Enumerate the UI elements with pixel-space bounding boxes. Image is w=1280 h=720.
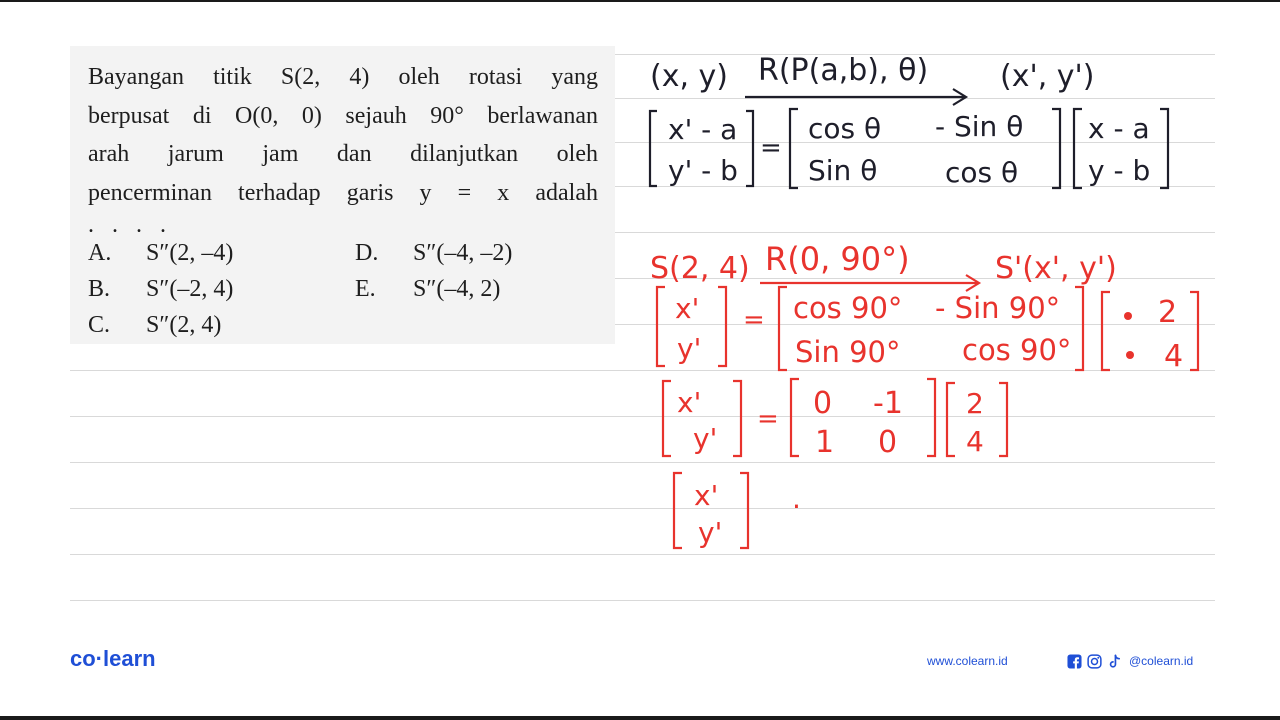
hw-rotation-90: R(0, 90°) [765, 240, 910, 278]
hw-entry: - Sin 90° [935, 291, 1061, 325]
social-bar [1067, 651, 1193, 671]
colearn-logo: co·learn [70, 646, 156, 671]
hw-entry: 0 [878, 425, 898, 460]
hw-scribble [1124, 312, 1132, 320]
hw-dot: . [792, 482, 801, 515]
tiktok-icon[interactable] [1107, 654, 1122, 669]
hw-entry: x - a [1088, 112, 1150, 145]
social-handle[interactable]: @colearn.id [1129, 654, 1194, 668]
hw-entry: x' [677, 386, 702, 419]
facebook-icon[interactable] [1067, 654, 1082, 669]
hw-bracket [790, 109, 798, 188]
hw-bracket [1190, 292, 1198, 370]
hw-bracket [718, 287, 726, 366]
hw-entry: 2 [966, 387, 984, 420]
option-label: A. [88, 240, 112, 266]
question-ellipsis: . . . . [88, 212, 172, 238]
hw-arrow [745, 89, 966, 105]
hw-point-xy: (x, y) [650, 59, 728, 94]
hw-image-s: S'(x', y') [995, 251, 1117, 286]
hw-rotation-general: R(P(a,b), θ) [758, 53, 929, 88]
hw-bracket [740, 473, 748, 548]
hw-entry: y' [677, 332, 702, 365]
hw-bracket [1160, 109, 1168, 188]
instagram-icon[interactable] [1087, 654, 1102, 669]
hw-bracket [927, 379, 935, 456]
hw-bracket [791, 379, 799, 456]
option-text: S″(–4, 2) [413, 276, 501, 302]
hw-entry: cos θ [945, 156, 1019, 189]
option-text: S″(2, –4) [146, 240, 234, 266]
hw-entry: Sin θ [808, 154, 878, 187]
option-text: S″(2, 4) [146, 312, 222, 338]
hw-bracket [999, 383, 1007, 456]
hw-image-xy: (x', y') [1000, 59, 1095, 94]
hw-entry: y' [698, 516, 723, 549]
hw-entry: x' [694, 479, 719, 512]
question-line: arah jarum jam dan dilanjutkan oleh [88, 141, 598, 167]
hw-entry: 1 [815, 425, 835, 460]
hw-entry: y' [693, 422, 718, 455]
website-link[interactable]: www.colearn.id [927, 654, 1008, 668]
hw-entry: y' - b [668, 154, 738, 187]
hw-bracket [1075, 287, 1083, 370]
option-label: B. [88, 276, 111, 302]
hw-equals: = [757, 404, 779, 434]
hw-entry: cos 90° [962, 333, 1072, 367]
hw-bracket [1102, 292, 1110, 370]
hw-bracket [746, 111, 753, 186]
hw-bracket [733, 381, 741, 456]
hw-bracket [674, 473, 682, 548]
option-label: E. [355, 276, 376, 302]
hw-scribble [1126, 351, 1134, 359]
hw-entry: -1 [873, 386, 903, 421]
hw-bracket [1074, 109, 1082, 188]
hw-entry: 0 [813, 386, 833, 421]
hw-bracket [663, 381, 671, 456]
hw-entry: y - b [1088, 154, 1151, 187]
hw-entry: Sin 90° [795, 335, 901, 369]
hw-equals: = [760, 133, 782, 163]
hw-bracket [947, 383, 955, 456]
hw-point-s: S(2, 4) [650, 251, 750, 286]
option-text: S″(–2, 4) [146, 276, 234, 302]
hw-entry: x' [675, 292, 700, 325]
question-line: Bayangan titik S(2, 4) oleh rotasi yang [88, 64, 598, 90]
hw-entry: x' - a [668, 113, 738, 146]
option-text: S″(–4, –2) [413, 240, 513, 266]
question-line: berpusat di O(0, 0) sejauh 90° berlawanan [88, 102, 598, 129]
option-label: C. [88, 312, 111, 338]
hw-bracket [650, 111, 657, 186]
option-label: D. [355, 240, 379, 266]
question-line: pencerminan terhadap garis y = x adalah [88, 179, 598, 206]
hw-entry: 4 [1164, 339, 1184, 374]
hw-entry: 2 [1158, 295, 1178, 330]
hw-entry: cos 90° [793, 291, 903, 325]
hw-entry: - Sin θ [935, 110, 1024, 143]
bottom-frame-bar [0, 716, 1280, 720]
hw-entry: 4 [966, 425, 984, 458]
hw-bracket [1052, 109, 1060, 188]
hw-equals: = [743, 305, 765, 335]
hw-bracket [779, 287, 787, 370]
hw-bracket [657, 287, 665, 366]
hw-entry: cos θ [808, 112, 882, 145]
